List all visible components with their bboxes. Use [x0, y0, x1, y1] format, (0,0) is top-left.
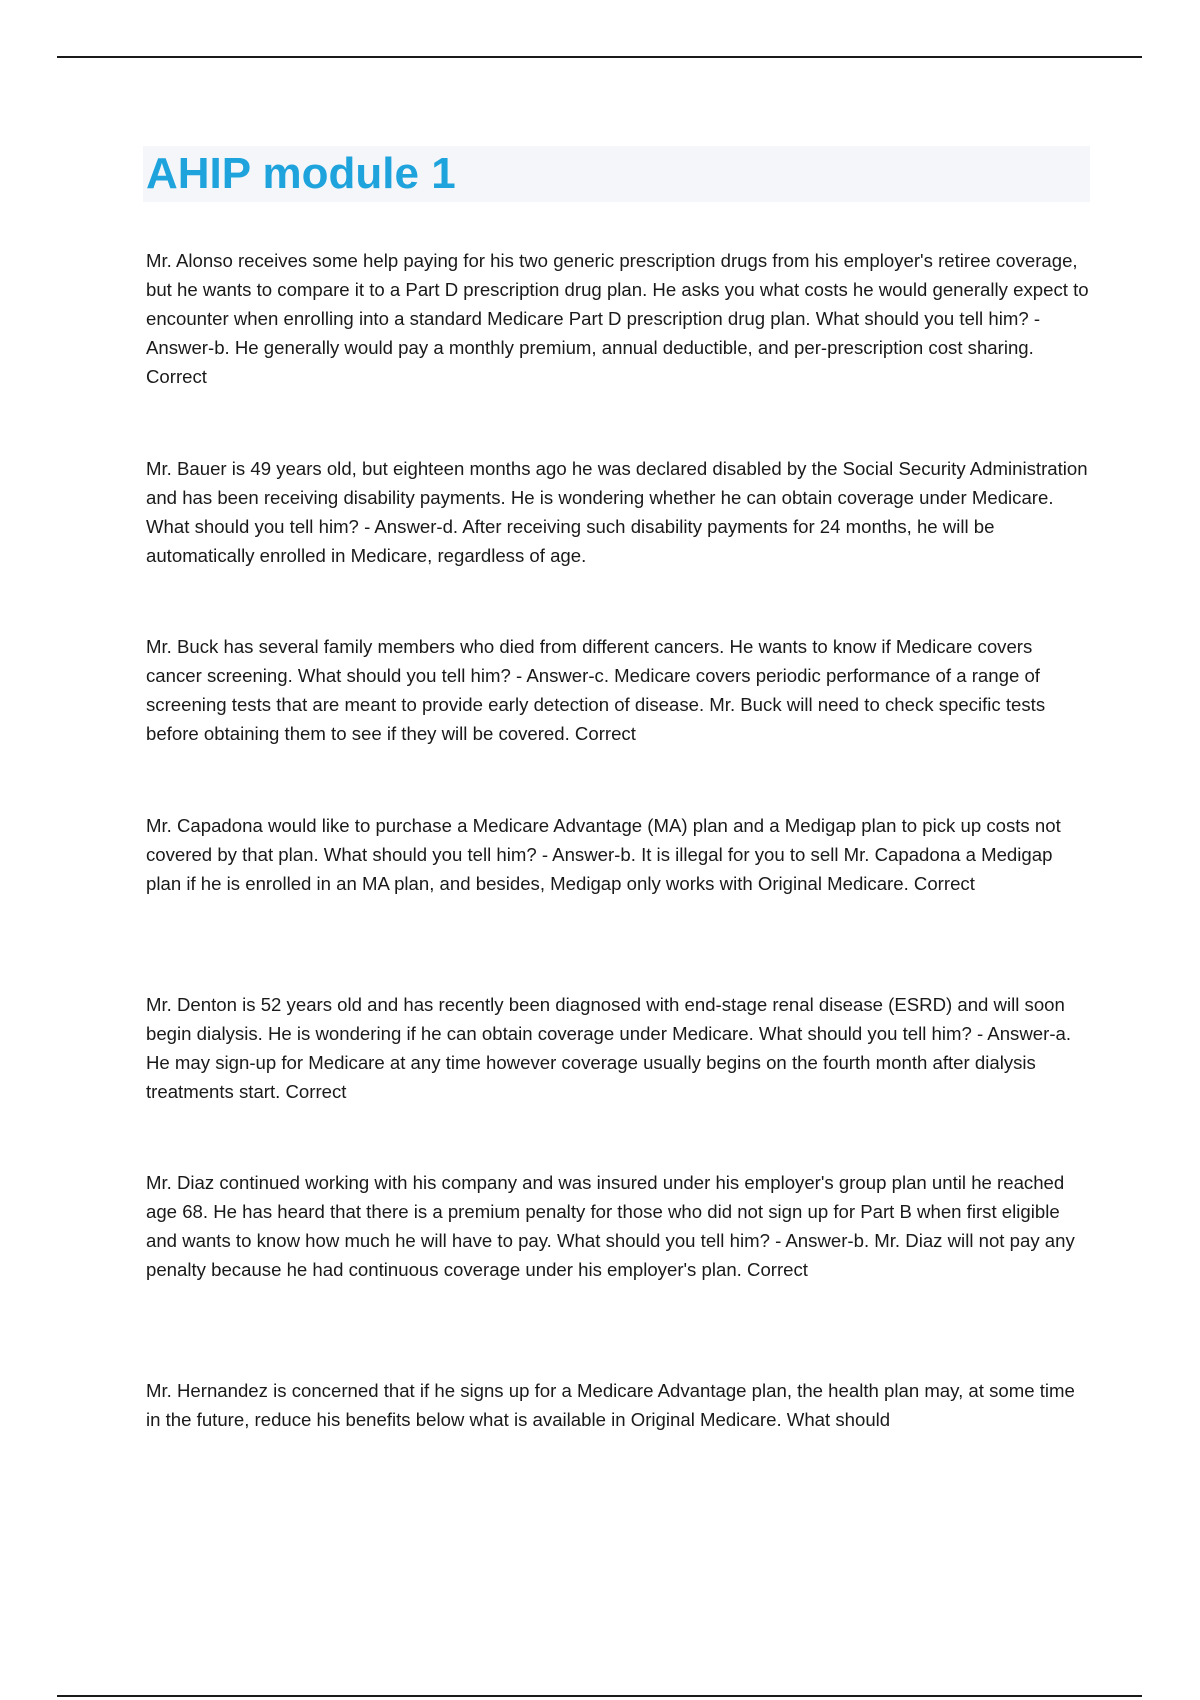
footer-rule [57, 1695, 1142, 1697]
question-text: Mr. Bauer is 49 years old, but eighteen months ago he was declared disabled by the Social Security Administration and has been receiving disability payments. He is wondering whether he can obtain coverage under Medicare. What should you tell him? - Answer- [146, 458, 1088, 537]
question-text: Mr. Alonso receives some help paying for his two generic prescription drugs from his employer's retiree coverage, but he wants to compare it to a Part D prescription drug plan. He asks you what costs he would generally expect to encounter when enrolling into a standard Medicare Part D prescription drug plan. What should you tell him? - Answer- [146, 250, 1089, 358]
answer-text: a. He may sign-up for Medicare at any time however coverage usually begins on the fourth month after dialysis treatments start. Correct [146, 1023, 1072, 1102]
question-text: Mr. Denton is 52 years old and has recently been diagnosed with end-stage renal disease (ESRD) and will soon begin dialysis. He is wondering if he can obtain coverage under Medicare. What should you tell him? - Answer- [146, 994, 1065, 1044]
question-text: Mr. Buck has several family members who died from different cancers. He wants to know if Medicare covers cancer screening. What should you tell him? - Answer- [146, 636, 1033, 686]
qa-entry-alonso [146, 246, 1091, 391]
document-title: AHIP module 1 [146, 149, 456, 198]
qa-entry-buck [146, 632, 1091, 748]
answer-text: c. Medicare covers periodic performance of a range of screening tests that are meant to provide early detection of disease. Mr. Buck will need to check specific tests before obtaining them to see if they will be covered. Correct [146, 665, 1046, 744]
qa-entry-hernandez [146, 1376, 1091, 1434]
qa-entry-denton [146, 990, 1091, 1106]
question-text: Mr. Hernandez is concerned that if he signs up for a Medicare Advantage plan, the health plan may, at some time in the future, reduce his benefits below what is available in Original Medicare. What should [146, 1380, 1075, 1430]
qa-entry-bauer [146, 454, 1091, 570]
question-text: Mr. Capadona would like to purchase a Medicare Advantage (MA) plan and a Medigap plan to pick up costs not covered by that plan. What should you tell him? - Answer- [146, 815, 1061, 865]
answer-text: d. After receiving such disability payments for 24 months, he will be automatically enrolled in Medicare, regardless of age. [146, 516, 995, 566]
qa-entry-capadona [146, 811, 1091, 898]
answer-text: b. Mr. Diaz will not pay any penalty because he had continuous coverage under his employer's plan. Correct [146, 1230, 1075, 1280]
header-rule [57, 56, 1142, 58]
question-text: Mr. Diaz continued working with his company and was insured under his employer's group plan until he reached age 68. He has heard that there is a premium penalty for those who did not sign up for Part B when first eligible and wants to know how much he will have to pay. What should you tell him? - Answer- [146, 1172, 1065, 1251]
answer-text: b. It is illegal for you to sell Mr. Capadona a Medigap plan if he is enrolled in an MA plan, and besides, Medigap only works with Original Medicare. Correct [146, 844, 1053, 894]
qa-entry-diaz [146, 1168, 1091, 1284]
answer-text: b. He generally would pay a monthly premium, annual deductible, and per-prescription cost sharing. Correct [146, 337, 1034, 387]
